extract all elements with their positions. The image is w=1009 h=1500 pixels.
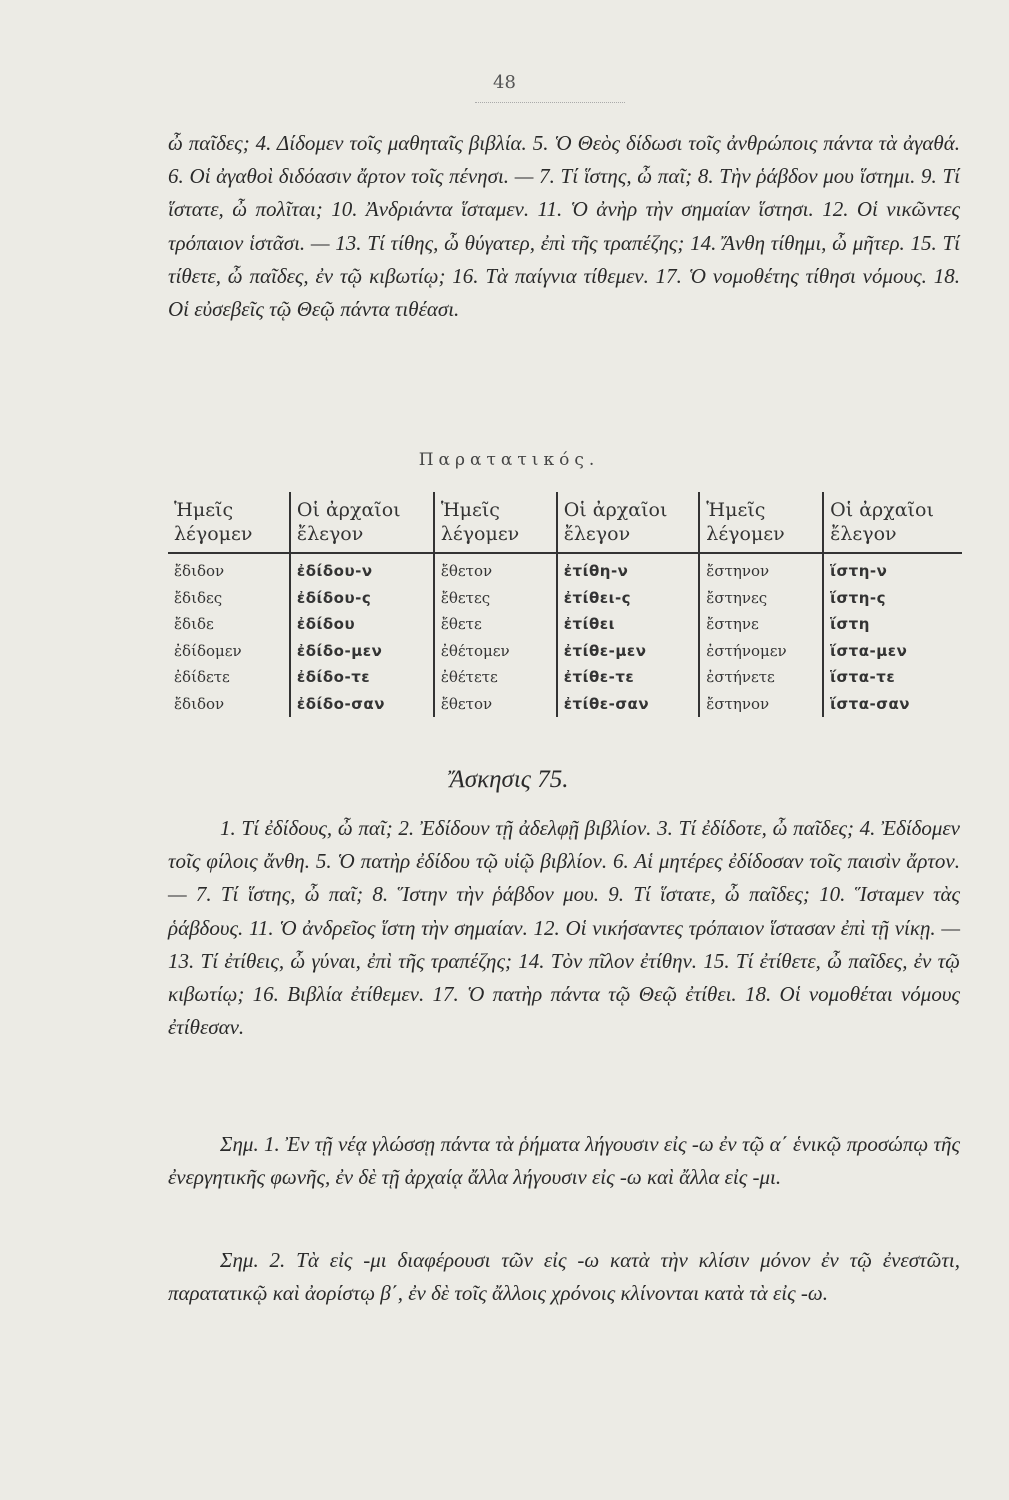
table-cell: ἐθέτομεν <box>434 638 557 665</box>
table-cell: ἔθετες <box>434 585 557 612</box>
column-header: Ἡμεῖς λέγομεν <box>699 492 823 553</box>
table-cell: ἐδίδετε <box>174 668 230 687</box>
table-row <box>168 691 962 718</box>
header-rule <box>475 102 625 103</box>
note-2-paragraph: Σημ. 2. Τὰ εἰς -μι διαφέρουσι τῶν εἰς -ω κατὰ τὴν κλίσιν μόνον ἐν τῷ ἐνεστῶτι, παρατατικῷ καὶ ἀορίστῳ β΄, ἐν δὲ τοῖς ἄλλοις χρόνοις κλίνονται κατὰ τὰ εἰς -ω. <box>168 1248 960 1306</box>
table-cell: ἵστη-ν <box>823 553 962 585</box>
column-header: Οἱ ἀρχαῖοι ἔλεγον <box>557 492 700 553</box>
table-cell: ἔδιδον <box>174 694 225 713</box>
table-cell: ἐδίδου <box>290 611 434 638</box>
table-cell: ἐτίθε-μεν <box>557 638 700 665</box>
table-heading: Παρατατικός. <box>418 450 600 470</box>
column-header: Ἡμεῖς λέγομεν <box>434 492 557 553</box>
table-cell: ἔθετον <box>434 553 557 585</box>
table-cell: ἔθετε <box>434 611 557 638</box>
table-cell: ἔστηνες <box>699 585 823 612</box>
table-row <box>168 638 962 665</box>
exercise-continuation-paragraph: ὦ παῖδες; 4. Δίδομεν τοῖς μαθηταῖς βιβλία. 5. Ὁ Θεὸς δίδωσι τοῖς ἀνθρώποις πάντα τὰ ἀγαθά. 6. Οἱ ἀγαθοὶ διδόασιν ἄρτον τοῖς πένησι. — 7. Τί ἵστης, ὦ παῖ; 8. Τὴν ῥάβδον μου ἵστημι. 9. Τί ἵστατε, ὦ πολῖται; 10. Ἀνδριάντα ἵσταμεν. 11. Ὁ ἀνὴρ τὴν σημαίαν ἵστησι. 12. Οἱ νικῶντες τρόπαιον ἱστᾶσι. — 13. Τί τίθης, ὦ θύγατερ, ἐπὶ τῆς τραπέζης; 14. Ἄνθη τίθημι, ὦ μῆτερ. 15. Τί τίθετε, ὦ παῖδες, ἐν τῷ κιβωτίῳ; 16. Τὰ παίγνια τίθεμεν. 17. Ὁ νομοθέτης τίθησι νόμους. 18. Οἱ εὐσεβεῖς τῷ Θεῷ πάντα τιθέασι. <box>168 131 960 322</box>
table-row <box>168 611 962 638</box>
page-number: 48 <box>493 72 516 93</box>
table-cell: ἵστη-ς <box>823 585 962 612</box>
table-header-row <box>168 492 962 553</box>
table-cell: ἔστηνον <box>699 553 823 585</box>
table-cell: ἵστα-τε <box>823 664 962 691</box>
table-cell: ἔδιδον <box>174 562 225 581</box>
table-cell: ἔδιδες <box>174 588 223 607</box>
note-1-paragraph: Σημ. 1. Ἐν τῇ νέᾳ γλώσσῃ πάντα τὰ ῥήματα λήγουσιν εἰς -ω ἐν τῷ α΄ ἑνικῷ προσώπῳ τῆς ἐνεργητικῆς φωνῆς, ἐν δὲ τῇ ἀρχαίᾳ ἄλλα λήγουσιν εἰς -ω καὶ ἄλλα εἰς -μι. <box>168 1132 960 1190</box>
table-cell: ἐδίδομεν <box>174 641 242 660</box>
table-cell: ἐτίθει-ς <box>557 585 700 612</box>
table-cell: ἵστη <box>823 611 962 638</box>
table-cell: ἐδίδο-τε <box>290 664 434 691</box>
imperfect-conjugation-table <box>168 492 962 717</box>
table-cell: ἐδίδο-σαν <box>290 691 434 718</box>
table-row <box>168 585 962 612</box>
table-cell: ἐστήνετε <box>699 664 823 691</box>
column-header: Οἱ ἀρχαῖοι ἔλεγον <box>823 492 962 553</box>
table-cell: ἐτίθε-σαν <box>557 691 700 718</box>
table-cell: ἐθέτετε <box>434 664 557 691</box>
table-cell: ἔθετον <box>434 691 557 718</box>
table-cell: ἐτίθει <box>557 611 700 638</box>
column-header: Ἡμεῖς λέγομεν <box>168 492 290 553</box>
table-cell: ἵστα-σαν <box>823 691 962 718</box>
table-cell: ἐδίδο-μεν <box>290 638 434 665</box>
table-cell: ἐδίδου-ς <box>290 585 434 612</box>
table-row <box>168 664 962 691</box>
table-cell: ἔστηνε <box>699 611 823 638</box>
exercise-75-paragraph: 1. Τί ἐδίδους, ὦ παῖ; 2. Ἐδίδουν τῇ ἀδελφῇ βιβλίον. 3. Τί ἐδίδοτε, ὦ παῖδες; 4. Ἐδίδομεν τοῖς φίλοις ἄνθη. 5. Ὁ πατὴρ ἐδίδου τῷ υἱῷ βιβλίον. 6. Αἱ μητέρες ἐδίδοσαν τοῖς παισὶν ἄρτον. — 7. Τί ἵστης, ὦ παῖ; 8. Ἵστην τὴν ῥάβδον μου. 9. Τί ἵστατε, ὦ παῖδες; 10. Ἵσταμεν τὰς ῥάβδους. 11. Ὁ ἀνδρεῖος ἵστη τὴν σημαίαν. 12. Οἱ νικήσαντες τρόπαιον ἵστασαν ἐπὶ τῇ νίκῃ. — 13. Τί ἐτίθεις, ὦ γύναι, ἐπὶ τῆς τραπέζης; 14. Τὸν πῖλον ἐτίθην. 15. Τί ἐτίθετε, ὦ παῖδες, ἐν τῷ κιβωτίῳ; 16. Βιβλία ἐτίθεμεν. 17. Ὁ πατὴρ πάντα τῷ Θεῷ ἐτίθει. 18. Οἱ νομοθέται νόμους ἐτίθεσαν. <box>168 816 960 1040</box>
table-cell: ἔδιδε <box>174 615 214 634</box>
table-cell: ἔστηνον <box>699 691 823 718</box>
table-row <box>168 553 962 585</box>
table-cell: ἐστήνομεν <box>699 638 823 665</box>
table-cell: ἵστα-μεν <box>823 638 962 665</box>
table-cell: ἐτίθη-ν <box>557 553 700 585</box>
table-cell: ἐτίθε-τε <box>557 664 700 691</box>
exercise-title: Ἄσκησις 75. <box>449 766 569 793</box>
table-cell: ἐδίδου-ν <box>290 553 434 585</box>
column-header: Οἱ ἀρχαῖοι ἔλεγον <box>290 492 434 553</box>
